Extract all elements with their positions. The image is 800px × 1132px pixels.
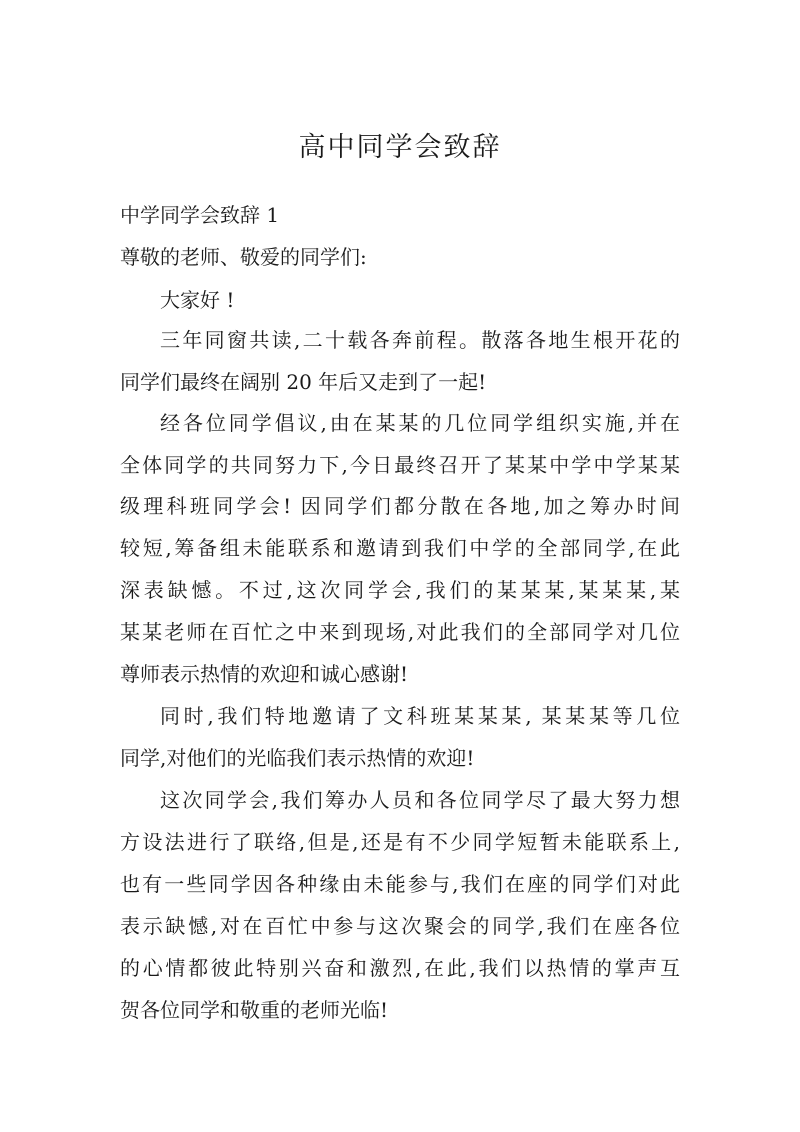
document-title: 高中同学会致辞 (298, 132, 502, 163)
paragraph-4-line: 贺各位同学和敬重的老师光临! (120, 998, 389, 1022)
paragraph-2-line: 全体同学的共同努力下,今日最终召开了某某中学中学某某 (120, 453, 680, 477)
greeting: 大家好 ! (160, 288, 235, 312)
paragraph-4-line: 的心情都彼此特别兴奋和激烈,在此,我们以热情的掌声互 (120, 956, 680, 980)
salutation: 尊敬的老师、敬爱的同学们: (120, 245, 367, 269)
paragraph-4-line: 这次同学会,我们筹办人员和各位同学尽了最大努力想 (160, 788, 680, 812)
paragraph-3-line: 同时,我们特地邀请了文科班某某某, 某某某等几位 (160, 704, 680, 728)
paragraph-2-line: 级理科班同学会! 因同学们都分散在各地,加之筹办时间 (120, 494, 680, 518)
paragraph-2-line: 经各位同学倡议,由在某某的几位同学组织实施,并在 (160, 411, 680, 435)
paragraph-3-line: 同学,对他们的光临我们表示热情的欢迎! (120, 746, 475, 770)
paragraph-2-line: 深表缺憾。不过,这次同学会,我们的某某某,某某某,某 (120, 578, 680, 602)
document-subtitle: 中学同学会致辞 1 (120, 203, 280, 227)
paragraph-1-line: 同学们最终在阔别 20 年后又走到了一起! (120, 370, 487, 394)
paragraph-2-line: 某某老师在百忙之中来到现场,对此我们的全部同学对几位 (120, 620, 680, 644)
paragraph-4-line: 表示缺憾,对在百忙中参与这次聚会的同学,我们在座各位 (120, 914, 680, 938)
paragraph-4-line: 方设法进行了联络,但是,还是有不少同学短暂未能联系上, (120, 830, 680, 854)
paragraph-4-line: 也有一些同学因各种缘由未能参与,我们在座的同学们对此 (120, 872, 680, 896)
paragraph-2-line: 较短,筹备组未能联系和邀请到我们中学的全部同学,在此 (120, 536, 680, 560)
paragraph-2-line: 尊师表示热情的欢迎和诚心感谢! (120, 662, 409, 686)
paragraph-1-line: 三年同窗共读,二十载各奔前程。散落各地生根开花的 (160, 328, 680, 352)
